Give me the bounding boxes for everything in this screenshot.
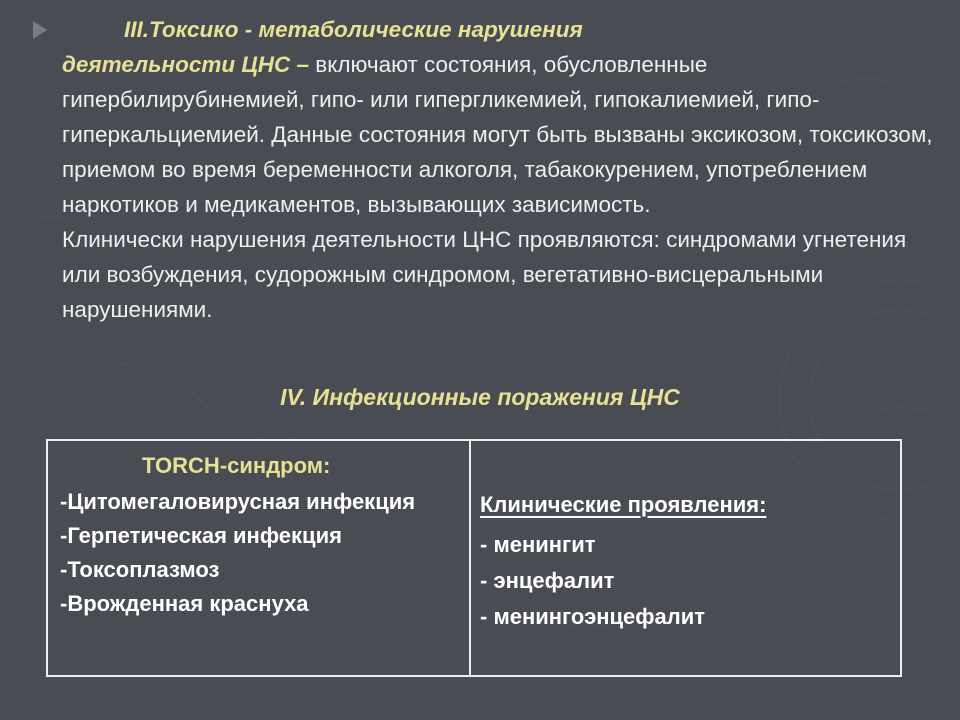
section-iii-text: включают состояния, обусловленные гипербилирубинемией, гипо- или гипергликемией, гипокалиемией, гипо- гиперкальциемией. Данные состояния могут быть вызваны эксикозом, токсикозом, приемом во время беременности алкоголя, табакокурением, употреблением наркотиков и медикаментов, вызывающих зависимость. — [62, 52, 933, 217]
torch-syndrome-title: TORCH-синдром: — [142, 453, 331, 478]
torch-item-herpes: -Герпетическая инфекция — [60, 523, 342, 548]
clinical-manifestations-title: Клинические проявления: — [480, 492, 767, 517]
torch-syndrome-cell — [60, 449, 460, 621]
torch-table — [46, 439, 902, 677]
torch-item-rubella: -Врожденная краснуха — [60, 591, 309, 616]
manifestation-meningitis: - менингит — [480, 532, 596, 557]
section-iii-heading-continued: деятельности ЦНС – — [62, 52, 310, 77]
table-column-divider — [469, 441, 471, 675]
section-iii-clinical-text: Клинически нарушения деятельности ЦНС проявляются: синдромами угнетения или возбуждения, судорожным синдромом, вегетативно-висцеральными нарушениями. — [62, 227, 907, 322]
torch-item-cmv: -Цитомегаловирусная инфекция — [60, 489, 416, 514]
section-iv-heading: IV. Инфекционные поражения ЦНС — [280, 384, 680, 410]
torch-item-toxoplasmosis: -Токсоплазмоз — [60, 557, 220, 582]
section-iii-body — [62, 12, 942, 327]
clinical-manifestations-cell — [480, 487, 890, 635]
triangle-bullet-icon — [33, 21, 47, 39]
manifestation-encephalitis: - энцефалит — [480, 568, 615, 593]
section-iii-heading: III.Токсико - метаболические нарушения — [124, 17, 583, 42]
manifestation-meningoencephalitis: - менингоэнцефалит — [480, 604, 706, 629]
